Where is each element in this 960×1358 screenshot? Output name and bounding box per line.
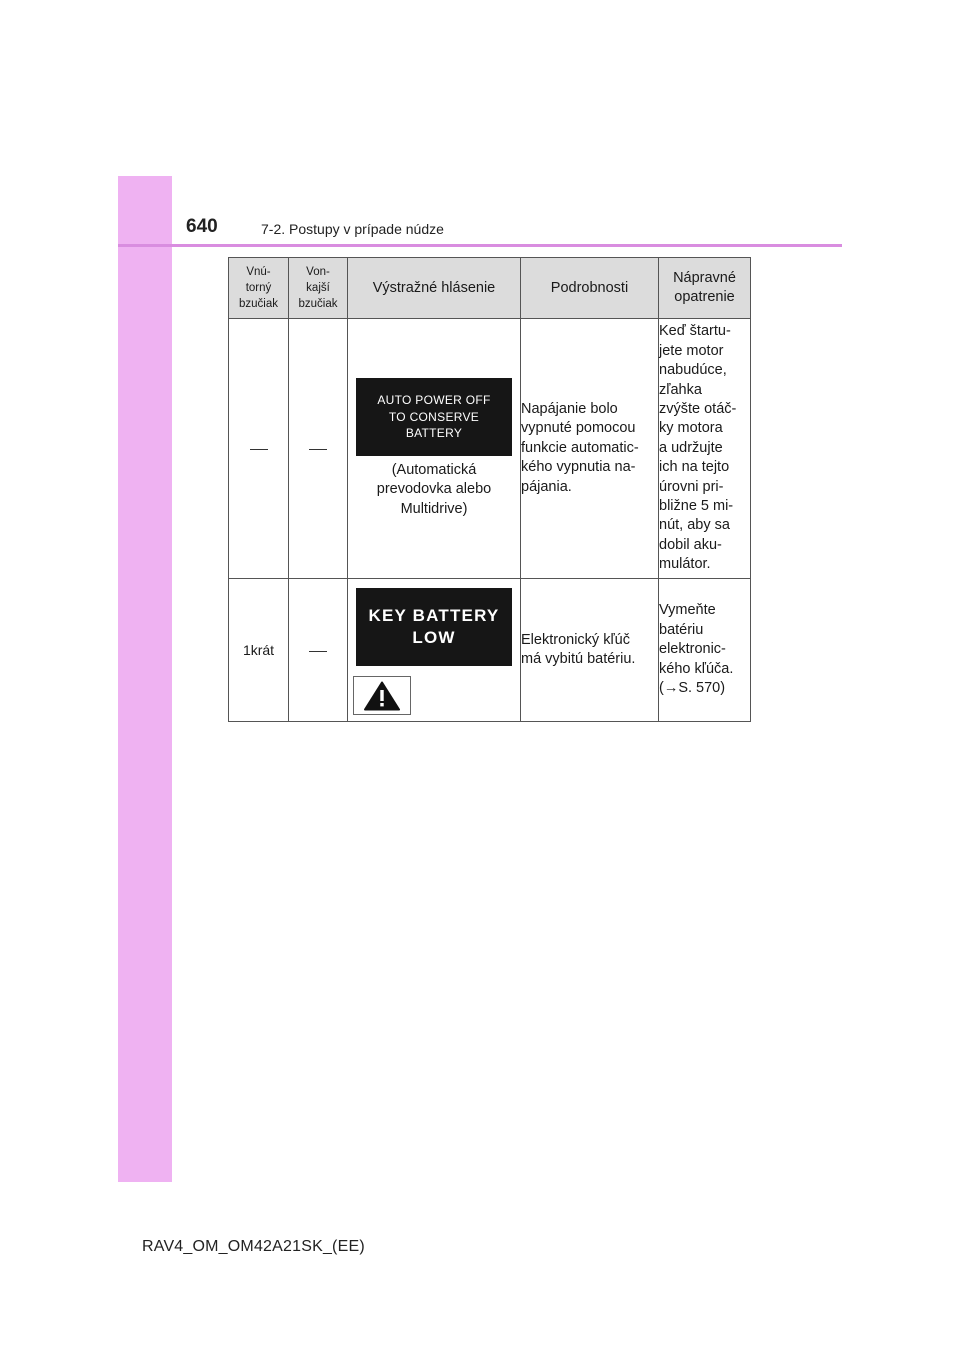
section-title: 7-2. Postupy v prípade núdze bbox=[261, 221, 444, 237]
header-warning-message: Výstražné hlásenie bbox=[348, 258, 521, 319]
header-divider bbox=[118, 244, 842, 247]
warning-icon-box bbox=[353, 676, 411, 715]
table-row bbox=[229, 319, 751, 579]
action-cell: Vymeňte batériu elektronic- kého kľúča. (→S. 570) bbox=[659, 579, 751, 722]
none-dash bbox=[309, 449, 327, 450]
header-details: Podrobnosti bbox=[521, 258, 659, 319]
warning-message-cell bbox=[348, 319, 521, 579]
details-cell: Elektronický kľúč má vybitú batériu. bbox=[521, 579, 659, 722]
display-caption: (Automatická prevodovka alebo Multidrive) bbox=[376, 461, 492, 517]
header-exterior-buzzer: Von- kajší bzučiak bbox=[289, 258, 348, 319]
display-key-battery-low: KEY BATTERY LOW bbox=[356, 588, 512, 666]
table-row bbox=[229, 579, 751, 722]
page-number: 640 bbox=[186, 216, 218, 237]
none-dash bbox=[309, 651, 327, 652]
warning-message-table bbox=[228, 257, 751, 722]
header-corrective-action: Nápravné opatrenie bbox=[659, 258, 751, 319]
side-color-band bbox=[118, 176, 172, 1182]
exterior-buzzer-cell bbox=[289, 579, 348, 722]
action-cell: Keď štartu- jete motor nabudúce, zľahka zvýšte otáč- ky motora a udržujte ich na tejto úrovni pri- bližne 5 mi- nút, aby sa dobil aku- mulátor. bbox=[659, 319, 751, 579]
none-dash bbox=[250, 449, 268, 450]
document-code: RAV4_OM_OM42A21SK_(EE) bbox=[142, 1238, 365, 1255]
table-header-row bbox=[229, 258, 751, 319]
details-cell: Napájanie bolo vypnuté pomocou funkcie automatic- kého vypnutia na- pájania. bbox=[521, 319, 659, 579]
interior-buzzer-cell: 1krát bbox=[229, 579, 289, 722]
warning-triangle-icon bbox=[364, 681, 400, 711]
interior-buzzer-cell bbox=[229, 319, 289, 579]
display-auto-power-off: AUTO POWER OFF TO CONSERVE BATTERY bbox=[356, 378, 512, 456]
warning-message-cell bbox=[348, 579, 521, 722]
exterior-buzzer-cell bbox=[289, 319, 348, 579]
header-interior-buzzer: Vnú- torný bzučiak bbox=[229, 258, 289, 319]
